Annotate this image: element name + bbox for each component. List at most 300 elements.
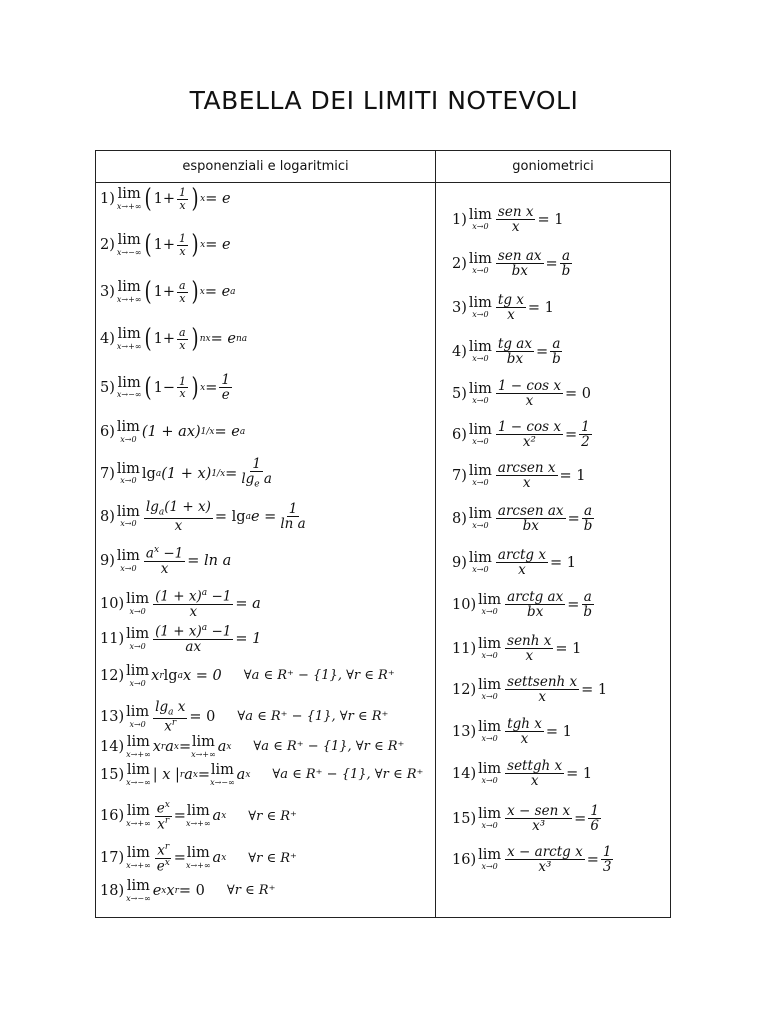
formula-row-left: [100, 457, 276, 490]
fraction: [496, 461, 558, 490]
denominator: x³: [538, 859, 552, 876]
formula-text: e =: [250, 508, 277, 525]
formula-text: = e: [205, 191, 231, 207]
limit-operator: [117, 376, 142, 400]
limit-operator: [469, 252, 492, 276]
formula-text: a: [165, 738, 174, 755]
fraction: [144, 546, 185, 576]
limit-operator: [469, 507, 492, 531]
formula-text: = 1: [549, 554, 576, 571]
formula-number: 17): [100, 850, 125, 867]
numerator: a: [179, 278, 186, 292]
limit-operator: [117, 505, 140, 529]
lim-word: lim: [116, 503, 140, 520]
limit-operator: [126, 664, 149, 688]
lim-word: lim: [117, 232, 141, 249]
numerator: 1: [179, 231, 187, 245]
fraction: [505, 717, 544, 746]
limit-operator: [126, 804, 151, 828]
denominator: x: [522, 475, 531, 492]
superscript: r: [160, 741, 166, 752]
formula-row-right: [452, 379, 591, 408]
formula-row-left: [100, 420, 245, 444]
limit-subscript: x→0: [481, 862, 498, 872]
formula-row-right: [452, 293, 554, 322]
fraction: [496, 548, 548, 577]
denominator: x: [511, 219, 520, 236]
formula-text: =: [205, 379, 218, 396]
lim-word: lim: [117, 186, 141, 203]
limit-operator: [478, 637, 501, 661]
fraction: [278, 502, 307, 531]
lim-word: lim: [126, 762, 150, 778]
fraction: [505, 590, 565, 619]
fraction: [155, 801, 172, 831]
formula-text: = 1: [235, 630, 262, 647]
denominator: bx: [506, 351, 524, 368]
column-header-exponential: esponenziali e logaritmici: [182, 159, 349, 174]
subscript: e: [254, 479, 260, 490]
fraction: [177, 327, 188, 351]
formula-row-left: [100, 700, 388, 734]
limit-subscript: x→0: [481, 651, 498, 661]
superscript: na: [235, 334, 248, 344]
denominator: e: [221, 387, 230, 404]
limit-subscript: x→0: [120, 434, 137, 444]
lim-word: lim: [117, 326, 141, 343]
numerator: arctg x: [497, 547, 546, 563]
fraction: [219, 373, 232, 402]
fraction: [560, 249, 573, 278]
formula-number: 16): [100, 808, 125, 825]
limit-subscript: x→0: [472, 354, 489, 364]
formula-text: a: [236, 766, 246, 783]
formula-number: 5): [452, 385, 467, 402]
formula-number: 12): [452, 681, 477, 698]
superscript: x: [226, 741, 232, 752]
fraction: [505, 845, 585, 874]
formula-text: = e: [205, 237, 231, 253]
formula-row-left: [100, 624, 261, 654]
page-title: TABELLA DEI LIMITI NOTEVOLI: [189, 86, 579, 115]
limit-operator: [126, 879, 151, 903]
superscript: r: [159, 670, 164, 681]
fraction: [579, 420, 592, 449]
lim-word: lim: [126, 845, 150, 862]
formula-text: = 1: [581, 681, 608, 698]
superscript: x: [173, 741, 179, 752]
limit-operator: [478, 807, 501, 831]
denominator: x: [179, 244, 186, 258]
formula-text: 1+: [153, 331, 176, 347]
numerator: 1 − cos x: [497, 419, 561, 435]
subscript: a: [177, 670, 183, 681]
formula-text: x: [152, 738, 161, 755]
limit-subscript: x→0: [472, 396, 489, 406]
lim-word: lim: [468, 294, 492, 311]
limit-operator: [186, 846, 211, 870]
lim-word: lim: [478, 760, 502, 777]
formula-text: =: [535, 343, 549, 360]
limit-operator: [117, 462, 140, 486]
numerator: $x^r$: [157, 842, 170, 859]
denominator: x: [525, 648, 534, 665]
formula-text: | x |: [152, 766, 180, 783]
superscript: 1/x: [200, 426, 215, 437]
limit-subscript: x→0: [472, 266, 489, 276]
numerator: settgh x: [507, 758, 563, 774]
lim-word: lim: [468, 505, 492, 522]
paren-open: (: [145, 324, 153, 354]
lim-word: lim: [468, 380, 492, 397]
denominator: x: [179, 387, 186, 401]
limit-subscript: x→0: [481, 607, 498, 617]
limit-operator: [117, 187, 142, 211]
formula-row-right: [452, 717, 572, 746]
denominator: $x^r$: [164, 718, 177, 735]
limit-subscript: x→0: [472, 310, 489, 320]
numerator: $(1 + x)^a -1$: [155, 588, 232, 605]
limit-subscript: x→+∞: [126, 860, 151, 870]
formula-row-right: [452, 804, 603, 833]
formula-text: = 1: [545, 723, 572, 740]
formula-text: = e: [214, 423, 240, 440]
formula-text: (1 + x): [161, 465, 212, 482]
formula-text: a: [217, 738, 227, 755]
superscript: x: [245, 769, 251, 780]
lim-word: lim: [117, 374, 141, 391]
denominator: x: [530, 773, 539, 790]
formula-number: 2): [100, 237, 115, 253]
formula-text: =: [567, 510, 580, 527]
denominator: x: [189, 603, 198, 620]
limit-operator: [469, 296, 492, 320]
lim-word: lim: [116, 460, 140, 477]
limit-operator: [126, 846, 151, 870]
fraction: [496, 293, 526, 322]
lim-word: lim: [117, 279, 141, 296]
limit-subscript: x→0: [472, 565, 489, 575]
formula-row-right: [452, 337, 565, 366]
formula-row-left: [100, 879, 275, 903]
condition: ∀r ∈ R⁺: [248, 808, 297, 824]
limit-subscript: x→+∞: [126, 749, 151, 759]
formula-number: 18): [100, 882, 125, 899]
limit-subscript: x→0: [481, 821, 498, 831]
limit-operator: [478, 762, 501, 786]
fraction: [153, 589, 233, 619]
formula-number: 15): [452, 810, 477, 827]
limit-subscript: x→0: [481, 776, 498, 786]
limit-operator: [117, 327, 142, 351]
denominator: x: [179, 338, 186, 352]
limit-operator: [478, 848, 501, 872]
formula-number: 13): [452, 723, 477, 740]
denominator: x: [179, 291, 186, 305]
superscript: x: [199, 287, 205, 297]
numerator: tgh x: [507, 716, 542, 732]
limit-operator: [469, 208, 492, 232]
lim-word: lim: [478, 805, 502, 822]
formula-number: 15): [100, 766, 125, 783]
lim-word: lim: [186, 803, 210, 820]
superscript: x: [200, 382, 206, 393]
formula-number: 4): [452, 343, 467, 360]
lim-word: lim: [468, 250, 492, 267]
formula-row-right: [452, 249, 574, 278]
formula-row-left: [100, 326, 247, 352]
formula-row-left: [100, 664, 395, 688]
formula-text: (1 + ax): [141, 423, 201, 440]
superscript: x: [161, 885, 167, 896]
denominator: 6: [590, 818, 599, 835]
formula-text: 1+: [153, 191, 176, 207]
formula-number: 8): [100, 508, 115, 525]
fraction: [588, 804, 601, 833]
superscript: x: [221, 811, 227, 822]
fraction: [496, 337, 534, 366]
formula-text: = a: [235, 595, 261, 612]
fraction: [177, 187, 188, 211]
formula-number: 9): [452, 554, 467, 571]
formula-number: 14): [452, 765, 477, 782]
fraction: [496, 420, 563, 449]
limit-operator: [469, 551, 492, 575]
numerator: settsenh x: [507, 674, 578, 690]
lim-word: lim: [116, 548, 140, 565]
superscript: r: [179, 769, 185, 780]
limit-subscript: x→−∞: [210, 777, 235, 787]
superscript: x: [164, 800, 170, 810]
limit-operator: [469, 382, 492, 406]
denominator: b: [561, 263, 571, 280]
formula-row-right: [452, 590, 596, 619]
numerator: 1 − cos x: [497, 378, 561, 394]
paren-open: (: [145, 184, 153, 214]
denominator: bx: [511, 263, 528, 280]
formula-text: x: [151, 667, 160, 684]
formula-text: =: [545, 255, 558, 272]
limit-subscript: x→−∞: [126, 777, 151, 787]
lim-word: lim: [116, 419, 140, 435]
limit-operator: [126, 705, 149, 729]
lim-word: lim: [478, 676, 502, 693]
formula-number: 8): [452, 510, 467, 527]
formula-text: = ln a: [187, 552, 232, 569]
numerator: 1: [179, 374, 187, 388]
formula-text: =: [564, 426, 578, 443]
lim-word: lim: [126, 704, 150, 721]
numerator: a: [552, 336, 561, 352]
numerator: $\lg_a x$: [155, 699, 186, 718]
limit-operator: [469, 340, 492, 364]
superscript: a: [201, 623, 208, 633]
formula-number: 7): [100, 465, 115, 482]
superscript: x: [221, 853, 227, 864]
superscript: x: [200, 194, 206, 204]
formula-row-right: [452, 634, 581, 663]
condition: ∀a ∈ R⁺ − {1}, ∀r ∈ R⁺: [237, 709, 389, 725]
fraction: [581, 590, 594, 619]
formula-number: 7): [452, 467, 467, 484]
denominator: ln a: [280, 516, 306, 533]
limit-subscript: x→0: [129, 641, 146, 651]
superscript: x: [192, 769, 198, 780]
formula-number: 5): [100, 379, 115, 396]
lim-word: lim: [126, 591, 150, 608]
denominator: x: [507, 307, 515, 324]
fraction: [496, 379, 563, 408]
formula-number: 10): [100, 595, 125, 612]
lim-word: lim: [468, 549, 492, 566]
paren-close: ): [191, 324, 199, 354]
superscript: r: [171, 718, 177, 729]
fraction: [550, 337, 563, 366]
limit-operator: [191, 735, 216, 759]
limit-subscript: x→+∞: [126, 818, 151, 828]
fraction: [177, 280, 188, 304]
paren-open: (: [145, 230, 153, 260]
numerator: 1: [179, 185, 187, 199]
formula-text: = 1: [527, 299, 554, 316]
limit-subscript: x→+∞: [116, 294, 142, 304]
limit-operator: [126, 592, 149, 616]
numerator: arcsen x: [497, 460, 556, 476]
fraction: [155, 843, 172, 873]
lim-word: lim: [478, 591, 502, 608]
limit-operator: [469, 423, 492, 447]
superscript: x: [164, 857, 170, 868]
formula-row-left: [100, 763, 423, 787]
limit-subscript: x→−∞: [126, 893, 151, 903]
formula-text: = e: [210, 331, 236, 347]
column-divider: [435, 151, 436, 917]
fraction: [505, 759, 564, 788]
limits-table: [95, 150, 671, 918]
formula-row-left: [100, 843, 297, 873]
numerator: 1: [602, 844, 612, 860]
formula-row-right: [452, 504, 596, 533]
formula-text: = 1: [559, 467, 586, 484]
formula-text: lg: [141, 465, 156, 482]
limit-operator: [117, 420, 140, 444]
subscript: a: [168, 707, 174, 718]
paren-open: (: [145, 277, 153, 307]
subscript: a: [245, 511, 251, 522]
formula-row-right: [452, 461, 586, 490]
limit-operator: [469, 464, 492, 488]
fraction: [177, 376, 188, 400]
formula-text: =: [586, 851, 599, 868]
numerator: x − arctg x: [507, 844, 583, 860]
denominator: $\lg_e a$: [241, 471, 272, 490]
superscript: nx: [199, 334, 211, 344]
limit-subscript: x→−∞: [116, 390, 142, 400]
formula-row-left: [100, 373, 234, 402]
numerator: 1: [252, 456, 261, 472]
paren-close: ): [191, 277, 199, 307]
formula-number: 3): [452, 299, 467, 316]
lim-word: lim: [126, 878, 150, 894]
formula-text: x = 0: [182, 667, 222, 684]
limit-subscript: x→0: [120, 519, 137, 529]
limit-subscript: x→0: [129, 719, 146, 729]
formula-number: 2): [452, 255, 467, 272]
formula-number: 6): [100, 423, 115, 440]
superscript: r: [164, 815, 170, 826]
denominator: x²: [522, 434, 536, 451]
formula-row-left: [100, 546, 231, 576]
limit-subscript: x→0: [120, 563, 137, 573]
limit-operator: [126, 627, 149, 651]
limit-operator: [126, 735, 151, 759]
lim-word: lim: [191, 734, 215, 750]
formula-number: 13): [100, 708, 125, 725]
numerator: $e^x$: [156, 800, 170, 817]
numerator: senh x: [507, 633, 552, 649]
formula-text: a: [212, 808, 222, 825]
fraction: [601, 845, 614, 874]
limit-operator: [117, 280, 142, 304]
formula-row-left: [100, 279, 236, 305]
limit-subscript: x→0: [120, 476, 137, 486]
lim-word: lim: [478, 635, 502, 652]
fraction: [582, 504, 595, 533]
numerator: a: [179, 325, 186, 339]
formula-text: lg: [163, 667, 178, 684]
numerator: 1: [590, 803, 599, 819]
formula-number: 12): [100, 667, 125, 684]
formula-row-right: [452, 675, 607, 704]
formula-number: 1): [100, 191, 115, 207]
denominator: x: [160, 560, 169, 577]
limit-operator: [186, 804, 211, 828]
denominator: b: [583, 604, 593, 621]
limit-subscript: x→0: [472, 437, 489, 447]
superscript: a: [201, 588, 208, 598]
paren-close: ): [191, 230, 199, 260]
lim-word: lim: [210, 762, 234, 778]
formula-text: 1+: [153, 284, 176, 300]
formula-text: x: [166, 882, 175, 899]
denominator: b: [552, 351, 561, 368]
numerator: arcsen ax: [497, 503, 564, 519]
fraction: [177, 233, 188, 257]
fraction: [153, 700, 187, 734]
formula-text: 1−: [153, 379, 176, 396]
condition: ∀r ∈ R⁺: [248, 850, 297, 866]
numerator: x − sen x: [507, 803, 571, 819]
limit-operator: [210, 763, 235, 787]
fraction: [153, 624, 233, 654]
formula-text: = 0: [189, 708, 216, 725]
lim-word: lim: [186, 845, 210, 862]
numerator: $a^x -1$: [145, 545, 184, 562]
formula-row-left: [100, 186, 231, 212]
formula-text: =: [225, 465, 238, 482]
numerator: 1: [288, 500, 298, 517]
numerator: tg x: [497, 292, 524, 308]
limit-subscript: x→−∞: [116, 247, 142, 257]
formula-text: = 1: [566, 765, 593, 782]
limit-operator: [117, 549, 140, 573]
limit-subscript: x→+∞: [185, 818, 211, 828]
fraction: [144, 500, 213, 533]
denominator: x: [179, 198, 186, 212]
formula-text: =: [197, 766, 211, 783]
limit-subscript: x→0: [481, 692, 498, 702]
numerator: $\lg_a(1 + x)$: [145, 499, 211, 518]
